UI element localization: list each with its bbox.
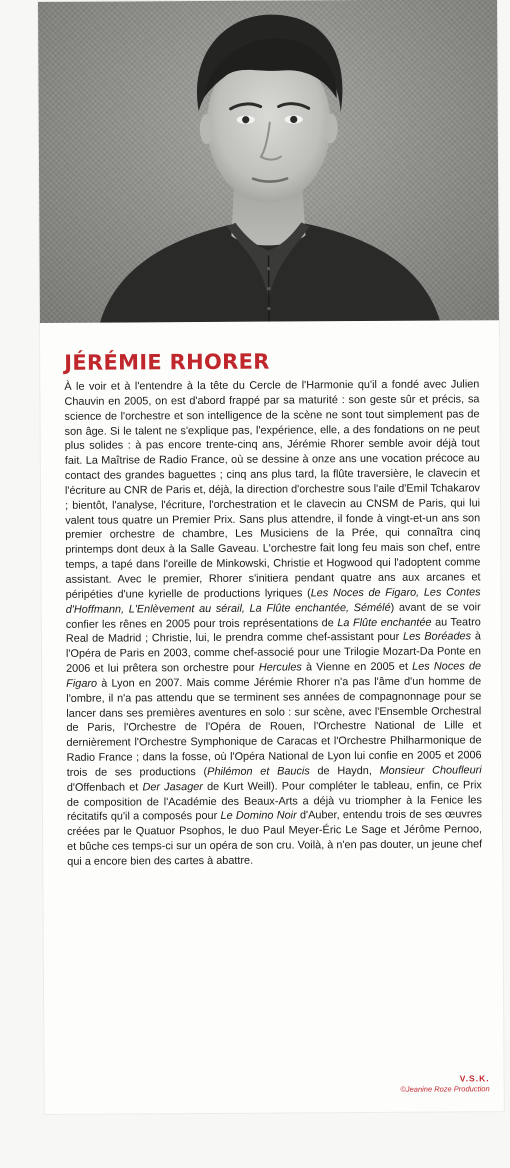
credits-block [400, 1073, 489, 1094]
biography-segment: à Vienne en 2005 et [301, 660, 413, 674]
biography-segment: à l'Opéra de Paris en 2003, comme chef-associé pour une Trilogie Mozart-Da Ponte en 2006 et lui prêtera son orchestre pour [65, 630, 482, 675]
program-page [38, 0, 504, 1114]
biography-segment: Le Domino Noir [220, 809, 297, 823]
portrait-illustration [38, 0, 499, 323]
biography-segment: ) avant de se voir confier les rênes en 2005 pour trois représentations de [65, 600, 481, 631]
biography-segment: Der Jasager [142, 780, 203, 794]
artist-name: JÉRÉMIE RHORER [64, 349, 270, 375]
biography-segment: Monsieur Choufleuri [379, 764, 482, 777]
biography-segment: Les Noces de Figaro [66, 660, 482, 690]
biography-segment: d'Auber, entendu trois de ses œuvres créées par le Quatuor Psophos, le duo Paul Meyer-Éric Le Sage et Jérôme Pernoo, et bûche ces temps-ci sur un opéra de son cru. Voilà, à n'en pas douter, un jeune chef qui a encore bien des cartes à abattre. [67, 808, 483, 868]
biography-segment: À le voir et à l'entendre à la tête du Cercle de l'Harmonie qu'il a fondé avec Julien Chauvin en 2005, on est d'abord frappé par sa maturité : son geste sûr et précis, sa science de l'orchestre et son intelligence de la scène ne sont tout simplement pas de son âge. Si le talent ne s'explique pas, l'expérience, elle, a des fondations on ne peut plus solides : à pas encore trente-cinq ans, Jérémie Rhorer semble avoir déjà tout fait. La Maîtrise de Radio France, où se dessine à onze ans une vocation précoce au contact des grandes baguettes ; cinq ans plus tard, la flûte traversière, le clavecin et l'écriture au CNR de Paris et, déjà, la direction d'orchestre sous l'aile d'Emil Tchakarov ; bientôt, l'analyse, l'écriture, l'orchestration et le clavecin au CNSM de Paris, qui lui valent tous quatre un Premier Prix. Sans plus attendre, il fonde à vingt-et-un ans son premier orchestre de chambre, Les Musiciens de la Prée, qui connaîtra cinq printemps dont deux à la Salle Gaveau. L'orchestre fait long feu mais son chef, entre temps, a tapé dans l'oreille de Minkowski, Christie et Hogwood qui l'adoptent comme assistant. Avec le premier, Rhorer s'initiera pendant quatre ans aux arcanes et péripéties d'une kyrielle de productions lyriques ( [64, 378, 481, 601]
biography-segment: de Haydn, [309, 764, 380, 778]
biography-segment: La Flûte enchantée [337, 616, 432, 629]
biography-segment: de Kurt Weill). Pour compléter le tableau, enfin, ce Prix de composition de l'Académie des Beaux-Arts a déjà vu triompher à la Fenice les récitatifs qu'il a composés pour [66, 779, 482, 824]
author-initials: V.S.K. [459, 1073, 490, 1084]
biography-segment: Les Boréades [402, 630, 472, 644]
biography-segment: à Lyon en 2007. Mais comme Jérémie Rhorer n'a pas l'âme d'un homme de l'ombre, il n'a pas attendu que se terminent ses années de compagnonnage pour se lancer dans ses premières aventures en solo : sur scène, avec l'Ensemble Orchestral de Paris, l'Orchestre de l'Opéra de Rouen, l'Orchestre National de Lille et dernièrement l'Orchestre Symphonique de Caracas et l'Orchestre Philharmonique de Radio France ; dans la fosse, où l'Opéra National de Lyon lui confie en 2005 et 2006 trois de ses productions ( [66, 675, 482, 779]
biography-segment: Les Noces de Figaro, Les Contes d'Hoffmann, L'Enlèvement au sérail, La Flûte enchantée, Sémélé [65, 586, 481, 616]
biography-segment: au Teatro Real de Madrid ; Christie, lui, le prendra comme chef-assistant pour [65, 615, 481, 646]
portrait-photo [38, 0, 499, 323]
biography-text [64, 377, 482, 869]
biography-segment: Philémon et Baucis [207, 765, 310, 778]
photo-copyright: ©Jeanine Roze Production [400, 1084, 490, 1094]
biography-segment: Hercules [258, 661, 302, 674]
biography-segment: d'Offenbach et [66, 781, 143, 794]
